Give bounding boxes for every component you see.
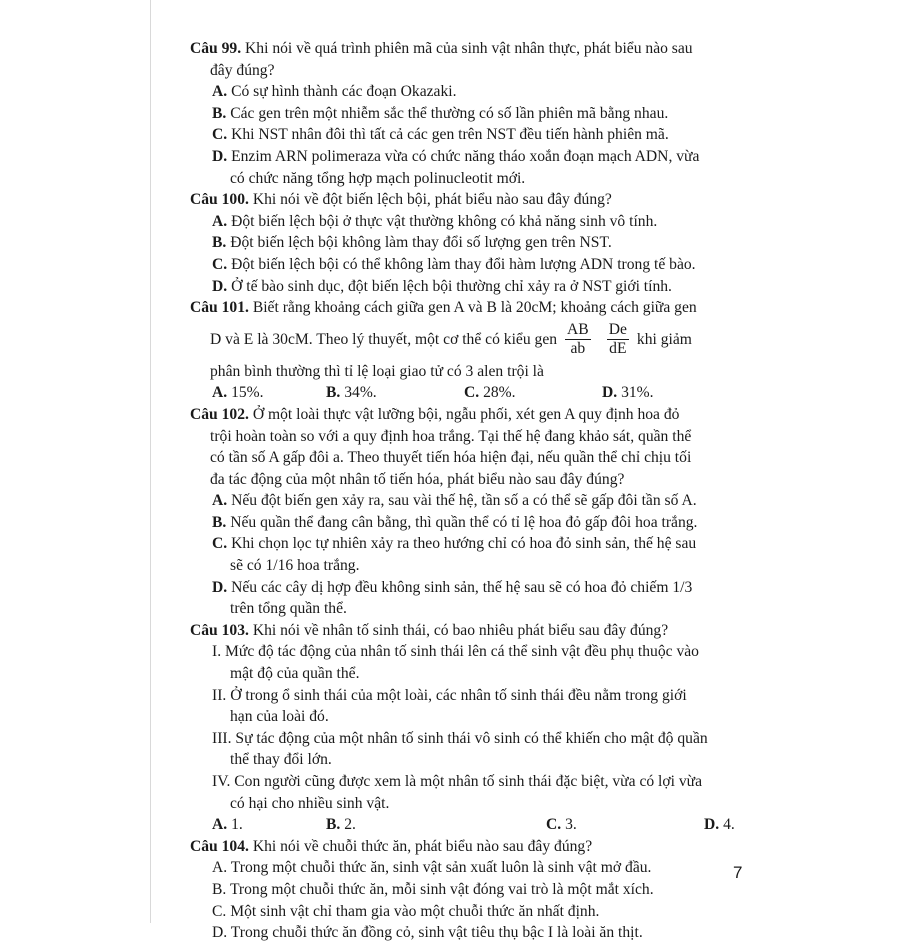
option-text: Trong chuỗi thức ăn đồng cỏ, sinh vật tiêu thụ bậc I là loài ăn thịt.	[230, 924, 643, 942]
option-c	[464, 382, 602, 404]
option-label: A.	[212, 816, 228, 834]
option-label: D.	[602, 384, 618, 402]
question-label: Câu 103.	[190, 621, 249, 639]
option-text: Các gen trên một nhiễm sắc thể thường có số lần phiên mã bằng nhau.	[230, 104, 669, 122]
stem-text: Ở một loài thực vật lưỡng bội, ngẫu phối, xét gen A quy định hoa đỏ	[252, 405, 680, 423]
question-label: Câu 99.	[190, 40, 242, 57]
option-continuation: trên tổng quần thể.	[230, 600, 347, 618]
option-text: 3.	[565, 816, 577, 834]
option-c	[192, 533, 752, 555]
option-text: 4.	[723, 816, 735, 834]
genotype-line	[192, 319, 752, 361]
option-d	[192, 276, 752, 298]
option-continuation: có chức năng tổng hợp mạch polinucleotit mới.	[230, 169, 526, 187]
stem-text: Biết rằng khoảng cách giữa gen A và B là 20cM; khoảng cách giữa gen	[252, 299, 697, 317]
option-a	[192, 81, 752, 103]
stem-text: có tần số A gấp đôi a. Theo thuyết tiến hóa hiện đại, nếu quần thể chỉ chịu tối	[210, 449, 692, 467]
stem-text: Khi nói về quá trình phiên mã của sinh vật nhân thực, phát biểu nào sau	[245, 40, 693, 57]
option-d	[192, 922, 752, 944]
statement-label: II.	[212, 686, 227, 704]
fraction-numerator: De	[608, 321, 627, 339]
option-text: 31%.	[621, 384, 654, 402]
stem-text: đây đúng?	[210, 61, 275, 79]
question-stem	[192, 38, 752, 60]
option-text: Trong một chuỗi thức ăn, mỗi sinh vật đóng vai trò là một mắt xích.	[229, 880, 654, 898]
option-c	[546, 814, 704, 836]
option-label: D.	[212, 277, 228, 295]
statement-i	[192, 641, 752, 663]
option-text: Đột biến lệch bội không làm thay đổi số lượng gen trên NST.	[230, 234, 612, 252]
option-a	[212, 814, 326, 836]
option-b	[326, 382, 464, 404]
option-label: C.	[212, 255, 228, 273]
fraction-numerator: AB	[567, 321, 589, 339]
option-a	[192, 490, 752, 512]
question-stem	[192, 189, 752, 211]
option-text: Khi chọn lọc tự nhiên xảy ra theo hướng chỉ có hoa đỏ sinh sản, thế hệ sau	[231, 535, 697, 553]
option-label: A.	[212, 492, 228, 510]
option-label: D.	[212, 147, 228, 165]
question-100	[192, 189, 752, 297]
statement-iii	[192, 728, 752, 750]
question-103	[192, 620, 752, 836]
statement-label: IV.	[212, 773, 231, 790]
stem-text: trội hoàn toàn so với a quy định hoa trắng. Tại thế hệ đang khảo sát, quần thể	[210, 427, 692, 445]
statement-text: Con người cũng được xem là một nhân tố sinh thái đặc biệt, vừa có lợi vừa	[234, 773, 703, 790]
statement-continuation: hạn của loài đó.	[230, 708, 329, 726]
page-number: 7	[733, 863, 743, 882]
option-text: Ở tế bào sinh dục, đột biến lệch bội thường chỉ xảy ra ở NST giới tính.	[231, 277, 672, 295]
option-text: Nếu quần thể đang cân bằng, thì quần thể có tỉ lệ hoa đỏ gấp đôi hoa trắng.	[230, 513, 698, 531]
statement-iv	[192, 771, 752, 793]
question-label: Câu 100.	[190, 191, 249, 209]
genotype-fraction-ab	[565, 321, 591, 358]
stem-text: Khi nói về chuỗi thức ăn, phát biểu nào sau đây đúng?	[252, 837, 593, 855]
statement-continuation: mật độ của quần thể.	[230, 665, 360, 683]
option-a	[192, 211, 752, 233]
statement-text: Sự tác động của một nhân tố sinh thái vô sinh có thể khiến cho mật độ quần	[235, 729, 708, 747]
option-b	[326, 814, 546, 836]
statement-continuation: thể thay đổi lớn.	[230, 751, 332, 769]
option-label: C.	[212, 535, 228, 553]
option-text: Nếu các cây dị hợp đều không sinh sản, thế hệ sau sẽ có hoa đỏ chiếm 1/3	[231, 578, 693, 596]
option-label: A.	[212, 859, 228, 877]
stem-text: khi giảm	[636, 330, 692, 348]
options-row	[192, 814, 752, 836]
option-b	[192, 103, 752, 125]
question-label: Câu 104.	[190, 837, 249, 855]
option-text: Enzim ARN polimeraza vừa có chức năng tháo xoắn đoạn mạch ADN, vừa	[231, 147, 700, 165]
option-continuation: sẽ có 1/16 hoa trắng.	[230, 557, 360, 575]
genotype-fraction-de	[607, 321, 629, 358]
option-label: A.	[212, 212, 228, 230]
option-label: C.	[546, 816, 562, 834]
stem-text: đa tác động của một nhân tố tiến hóa, phát biểu nào sau đây đúng?	[210, 470, 625, 488]
option-text: 28%.	[483, 384, 516, 402]
option-d	[192, 577, 752, 599]
option-c	[192, 901, 752, 923]
option-text: 1.	[231, 816, 243, 834]
option-text: 15%.	[231, 384, 264, 402]
option-label: B.	[212, 880, 227, 898]
question-stem	[192, 836, 752, 858]
question-104	[192, 836, 752, 944]
option-text: Khi NST nhân đôi thì tất cả các gen trên NST đều tiến hành phiên mã.	[231, 126, 669, 144]
option-label: D.	[704, 816, 720, 834]
stem-text: Khi nói về đột biến lệch bội, phát biểu nào sau đây đúng?	[252, 191, 612, 209]
option-text: Một sinh vật chỉ tham gia vào một chuỗi thức ăn nhất định.	[230, 902, 600, 920]
option-label: D.	[212, 578, 228, 596]
option-label: C.	[464, 384, 480, 402]
question-99	[192, 38, 752, 189]
option-text: Đột biến lệch bội ở thực vật thường không có khả năng sinh vô tính.	[231, 212, 658, 230]
option-label: A.	[212, 384, 228, 402]
option-c	[192, 124, 752, 146]
option-d	[192, 146, 752, 168]
option-text: Có sự hình thành các đoạn Okazaki.	[231, 83, 457, 101]
option-d	[602, 382, 654, 404]
option-b	[192, 232, 752, 254]
question-stem	[192, 620, 752, 642]
fraction-denominator: ab	[570, 340, 586, 358]
question-label: Câu 102.	[190, 405, 249, 423]
option-label: C.	[212, 902, 227, 920]
page-edge	[150, 0, 151, 923]
option-label: B.	[212, 513, 227, 531]
statement-text: Ở trong ổ sinh thái của một loài, các nhân tố sinh thái đều nằm trong giới	[230, 686, 687, 704]
option-d	[704, 814, 735, 836]
option-b	[192, 879, 752, 901]
options-row	[192, 382, 752, 404]
option-label: A.	[212, 83, 228, 101]
option-text: 2.	[344, 816, 356, 834]
option-label: B.	[326, 816, 341, 834]
option-label: B.	[212, 104, 227, 122]
stem-text: D và E là 30cM. Theo lý thuyết, một cơ thể có kiểu gen	[210, 330, 558, 348]
option-label: B.	[212, 234, 227, 252]
option-label: B.	[326, 384, 341, 402]
stem-text: Khi nói về nhân tố sinh thái, có bao nhiêu phát biểu sau đây đúng?	[252, 621, 669, 639]
question-stem	[192, 297, 752, 319]
option-b	[192, 512, 752, 534]
document-body	[192, 38, 752, 944]
option-text: Trong một chuỗi thức ăn, sinh vật sản xuất luôn là sinh vật mở đầu.	[230, 859, 652, 877]
statement-continuation: có hại cho nhiều sinh vật.	[230, 794, 390, 812]
statement-label: I.	[212, 643, 222, 661]
statement-text: Mức độ tác động của nhân tố sinh thái lên cá thể sinh vật đều phụ thuộc vào	[225, 643, 699, 661]
statement-label: III.	[212, 729, 232, 747]
fraction-denominator: dE	[609, 340, 627, 358]
question-102	[192, 404, 752, 620]
question-101	[192, 297, 752, 404]
statement-ii	[192, 685, 752, 707]
stem-text: phân bình thường thì tỉ lệ loại giao tử có 3 alen trội là	[210, 362, 544, 380]
question-label: Câu 101.	[190, 299, 249, 317]
option-text: Đột biến lệch bội có thể không làm thay đổi hàm lượng ADN trong tế bào.	[231, 255, 696, 273]
option-a	[212, 382, 326, 404]
question-stem	[192, 404, 752, 426]
option-text: Nếu đột biến gen xảy ra, sau vài thế hệ, tần số a có thể sẽ gấp đôi tần số A.	[231, 492, 697, 510]
option-label: C.	[212, 126, 228, 144]
option-a	[192, 857, 752, 879]
option-label: D.	[212, 924, 228, 942]
option-c	[192, 254, 752, 276]
option-text: 34%.	[344, 384, 377, 402]
